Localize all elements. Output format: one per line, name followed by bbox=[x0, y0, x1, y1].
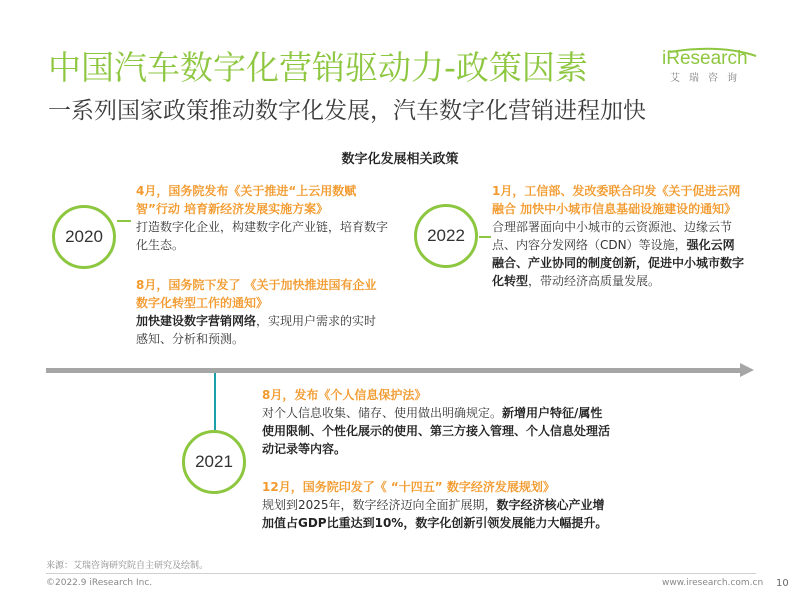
policy-body: 打造数字化企业，构建数字化产业链，培育数字化生态。 bbox=[136, 220, 389, 252]
footer-divider bbox=[46, 573, 756, 574]
logo-subtext: 艾瑞咨询 bbox=[670, 73, 746, 84]
policy-body-rest: ，实现用户需求的实时感知、分析和预测。 bbox=[136, 314, 377, 346]
policy-heading: 1月，工信部、发改委联合印发《关于促进云网融合 加快中小城市信息基础设施建设的通知》 bbox=[492, 184, 741, 216]
section-heading: 数字化发展相关政策 bbox=[341, 152, 459, 167]
policy-body-plain: 对个人信息收集、储存、使用做出明确规定。 bbox=[262, 406, 503, 420]
policy-2020-april bbox=[136, 182, 388, 254]
policy-heading: 12月，国务院印发了《 “十四五” 数字经济发展规划》 bbox=[262, 480, 555, 494]
policy-body-bold: 加快建设数字营销网络 bbox=[136, 314, 257, 328]
page-subtitle: 一系列国家政策推动数字化发展，汽车数字化营销进程加快 bbox=[48, 98, 646, 124]
year-label-2022: 2022 bbox=[427, 226, 465, 245]
policy-body-rest: ，带动经济高质量发展。 bbox=[528, 274, 661, 288]
page-title: 中国汽车数字化营销驱动力-政策因素 bbox=[48, 48, 588, 87]
policy-body-bold: 强化云网融合、产业协同的制度创新，促进中小城市数字化转型 bbox=[492, 238, 745, 288]
logo-wordmark: iResearch bbox=[662, 48, 748, 69]
timeline-arrow-icon bbox=[740, 363, 754, 377]
policy-2021-august bbox=[262, 386, 610, 458]
policy-body-plain: 合理部署面向中小城市的云资源池、边缘云节点、内容分发网络（CDN）等设施， bbox=[492, 220, 733, 252]
copyright: ©2022.9 iResearch Inc. bbox=[46, 578, 153, 588]
year-label-2021: 2021 bbox=[195, 452, 233, 471]
connector-2021 bbox=[214, 373, 216, 430]
policy-body bbox=[492, 218, 744, 290]
page-number: 10 bbox=[776, 578, 789, 589]
iresearch-logo bbox=[660, 46, 760, 90]
policy-2021-december bbox=[262, 478, 610, 532]
policy-body bbox=[262, 496, 610, 532]
policy-body-plain: 规划到2025年，数字经济迈向全面扩展期， bbox=[262, 498, 497, 512]
footer-url: www.iresearch.com.cn bbox=[662, 578, 764, 588]
policy-body-bold: 数字经济核心产业增加值占GDP比重达到10%，数字化创新引领发展能力大幅提升。 bbox=[262, 498, 608, 530]
policy-heading: 4月，国务院发布《关于推进“上云用数赋智”行动 培育新经济发展实施方案》 bbox=[136, 184, 357, 216]
connector-2022 bbox=[479, 236, 491, 238]
year-circle-2022 bbox=[414, 204, 478, 268]
policy-body-bold: 新增用户特征/属性使用限制、个性化展示的使用、第三方接入管理、个人信息处理活动记录等内容。 bbox=[262, 406, 611, 456]
policy-2020-august bbox=[136, 276, 388, 348]
policy-heading: 8月，发布《个人信息保护法》 bbox=[262, 388, 427, 402]
source-note: 来源：艾瑞咨询研究院自主研究及绘制。 bbox=[46, 561, 209, 571]
year-label-2020: 2020 bbox=[65, 227, 103, 246]
connector-2020 bbox=[117, 220, 131, 222]
timeline-axis bbox=[46, 368, 744, 373]
policy-2022-january bbox=[492, 182, 744, 290]
policy-body bbox=[136, 312, 388, 348]
year-circle-2020 bbox=[52, 205, 116, 269]
policy-heading: 8月，国务院下发了 《关于加快推进国有企业数字化转型工作的通知》 bbox=[136, 278, 377, 310]
year-circle-2021 bbox=[182, 430, 246, 494]
policy-body bbox=[262, 404, 610, 458]
